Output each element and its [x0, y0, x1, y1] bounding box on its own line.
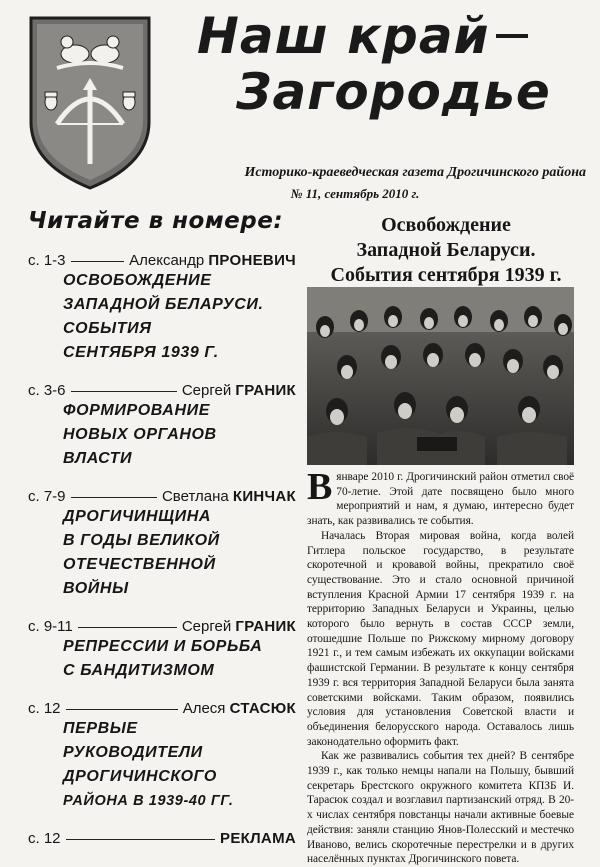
toc-title-line: ВЛАСТИ — [63, 450, 133, 467]
title-line-2: Загородье — [236, 63, 551, 121]
toc-title-line: СОБЫТИЯ — [63, 320, 152, 337]
toc-author-last: СТАСЮК — [229, 700, 296, 717]
toc-item[interactable] — [28, 252, 296, 365]
toc-pages: с. 3-6 — [28, 382, 66, 399]
newspaper-title — [192, 8, 587, 160]
toc-title-line: НОВЫХ ОРГАНОВ — [63, 426, 217, 443]
coat-of-arms — [27, 14, 153, 192]
toc-leader-rule — [71, 261, 125, 262]
table-of-contents — [28, 252, 296, 864]
toc-pages: с. 12 — [28, 700, 61, 717]
toc-title-line: ОТЕЧЕСТВЕННОЙ — [63, 556, 216, 573]
toc-title-line: ЗАПАДНОЙ БЕЛАРУСИ. — [63, 296, 264, 313]
toc-author-last: РЕКЛАМА — [220, 830, 296, 847]
toc-pages: с. 12 — [28, 830, 61, 847]
paragraph-text: январе 2010 г. Дрогичинский район отметил своё 70-летие. Этой дате посвящено было много мероприятий и нам, я думаю, интересно будет знать, как развивались те события. — [307, 471, 574, 528]
article-headline — [307, 213, 585, 288]
toc-item-header — [28, 830, 296, 847]
toc-author-first: Алеся — [182, 700, 226, 717]
toc-author-last: ПРОНЕВИЧ — [208, 252, 296, 269]
newspaper-subtitle: Историко-краеведческая газета Дрогичинского района — [244, 165, 586, 180]
toc-item[interactable] — [28, 700, 296, 813]
toc-item-header — [28, 382, 296, 399]
toc-title-line: С БАНДИТИЗМОМ — [63, 662, 215, 679]
toc-heading: Читайте в номере: — [28, 208, 284, 234]
article-paragraph: Началась Вторая мировая война, когда волей Гитлера польское государство, в результате скоротечной и кровавой войны, прекратило своё существование. Это и стало основной причиной вступления Красной Армии 17 сентября 1939 г. на территорию Западных Беларуси и Украины, целью которого было вернуть в состав СССР земли, отошедшие Польше по Рижскому мирному договору 1921 г., и тем самым избежать их оккупации войсками фашистской Германии. В результате к концу сентября 1939 г. вся территория Западной Беларуси была занята советскими войсками. Таким образом, появились условия для установления Советской власти и объединения белорусского народа. Оставалось лишь законодательно оформить факт. — [307, 529, 574, 748]
toc-title-line: ДРОГИЧИНСКОГО — [63, 768, 217, 785]
toc-item-header — [28, 618, 296, 635]
toc-author-last: ГРАНИК — [235, 382, 296, 399]
toc-title-line: РУКОВОДИТЕЛИ — [63, 744, 203, 761]
toc-item-header — [28, 700, 296, 717]
toc-title-line: ФОРМИРОВАНИЕ — [63, 402, 210, 419]
toc-title-line: РЕПРЕССИИ И БОРЬБА — [63, 638, 263, 655]
toc-item[interactable] — [28, 488, 296, 601]
toc-item[interactable] — [28, 382, 296, 471]
toc-author-first: Александр — [129, 252, 205, 269]
group-photo — [307, 287, 574, 465]
title-line-1: Наш край — [197, 7, 490, 65]
toc-title-line: ВОЙНЫ — [63, 580, 129, 597]
toc-item[interactable] — [28, 618, 296, 683]
toc-leader-rule — [71, 497, 157, 498]
toc-pages: с. 1-3 — [28, 252, 66, 269]
issue-number: № 11, сентябрь 2010 г. — [290, 186, 420, 201]
toc-author-first: Светлана — [161, 488, 229, 505]
toc-author-last: КИНЧАК — [232, 488, 296, 505]
toc-author-first: Сергей — [181, 382, 232, 399]
toc-title-line: ОСВОБОЖДЕНИЕ — [63, 272, 212, 289]
drop-cap: В — [307, 466, 333, 508]
title-dash — [496, 34, 528, 38]
toc-leader-rule — [78, 627, 177, 628]
toc-item-header — [28, 488, 296, 505]
article-paragraph — [307, 466, 574, 529]
toc-leader-rule — [66, 709, 178, 710]
toc-title-line: В ГОДЫ ВЕЛИКОЙ — [63, 532, 220, 549]
toc-leader-rule — [66, 839, 216, 840]
toc-pages: с. 7-9 — [28, 488, 66, 505]
toc-title-line: ДРОГИЧИНЩИНА — [63, 508, 212, 525]
toc-author-first: Сергей — [181, 618, 232, 635]
toc-title-line: СЕНТЯБРЯ 1939 Г. — [63, 344, 219, 361]
toc-item-header — [28, 252, 296, 269]
headline-line: Освобождение — [381, 214, 511, 236]
toc-leader-rule — [71, 391, 177, 392]
toc-item[interactable] — [28, 830, 296, 847]
headline-line: События сентября 1939 г. — [330, 264, 562, 286]
headline-line: Западной Беларуси. — [356, 239, 536, 261]
toc-author-last: ГРАНИК — [235, 618, 296, 635]
toc-title-line: ПЕРВЫЕ — [63, 720, 138, 737]
toc-title-line: РАЙОНА В 1939-40 ГГ. — [63, 793, 234, 809]
article-body — [307, 466, 574, 867]
article-paragraph: Как же развивались события тех дней? В сентябре 1939 г., как только немцы напали на Польшу, бывший секретарь Брестского окружного комитета КПЗБ И. Тарасюк создал и возглавил партизанский отряд. В 20-х числах сентября повстанцы начали активные боевые действия: заняли станцию Янов-Полесский и местечко Иваново, велись скоротечные перестрелки и в других населённых пунктах Дрогичинского повета. — [307, 750, 574, 866]
toc-pages: с. 9-11 — [28, 618, 73, 635]
